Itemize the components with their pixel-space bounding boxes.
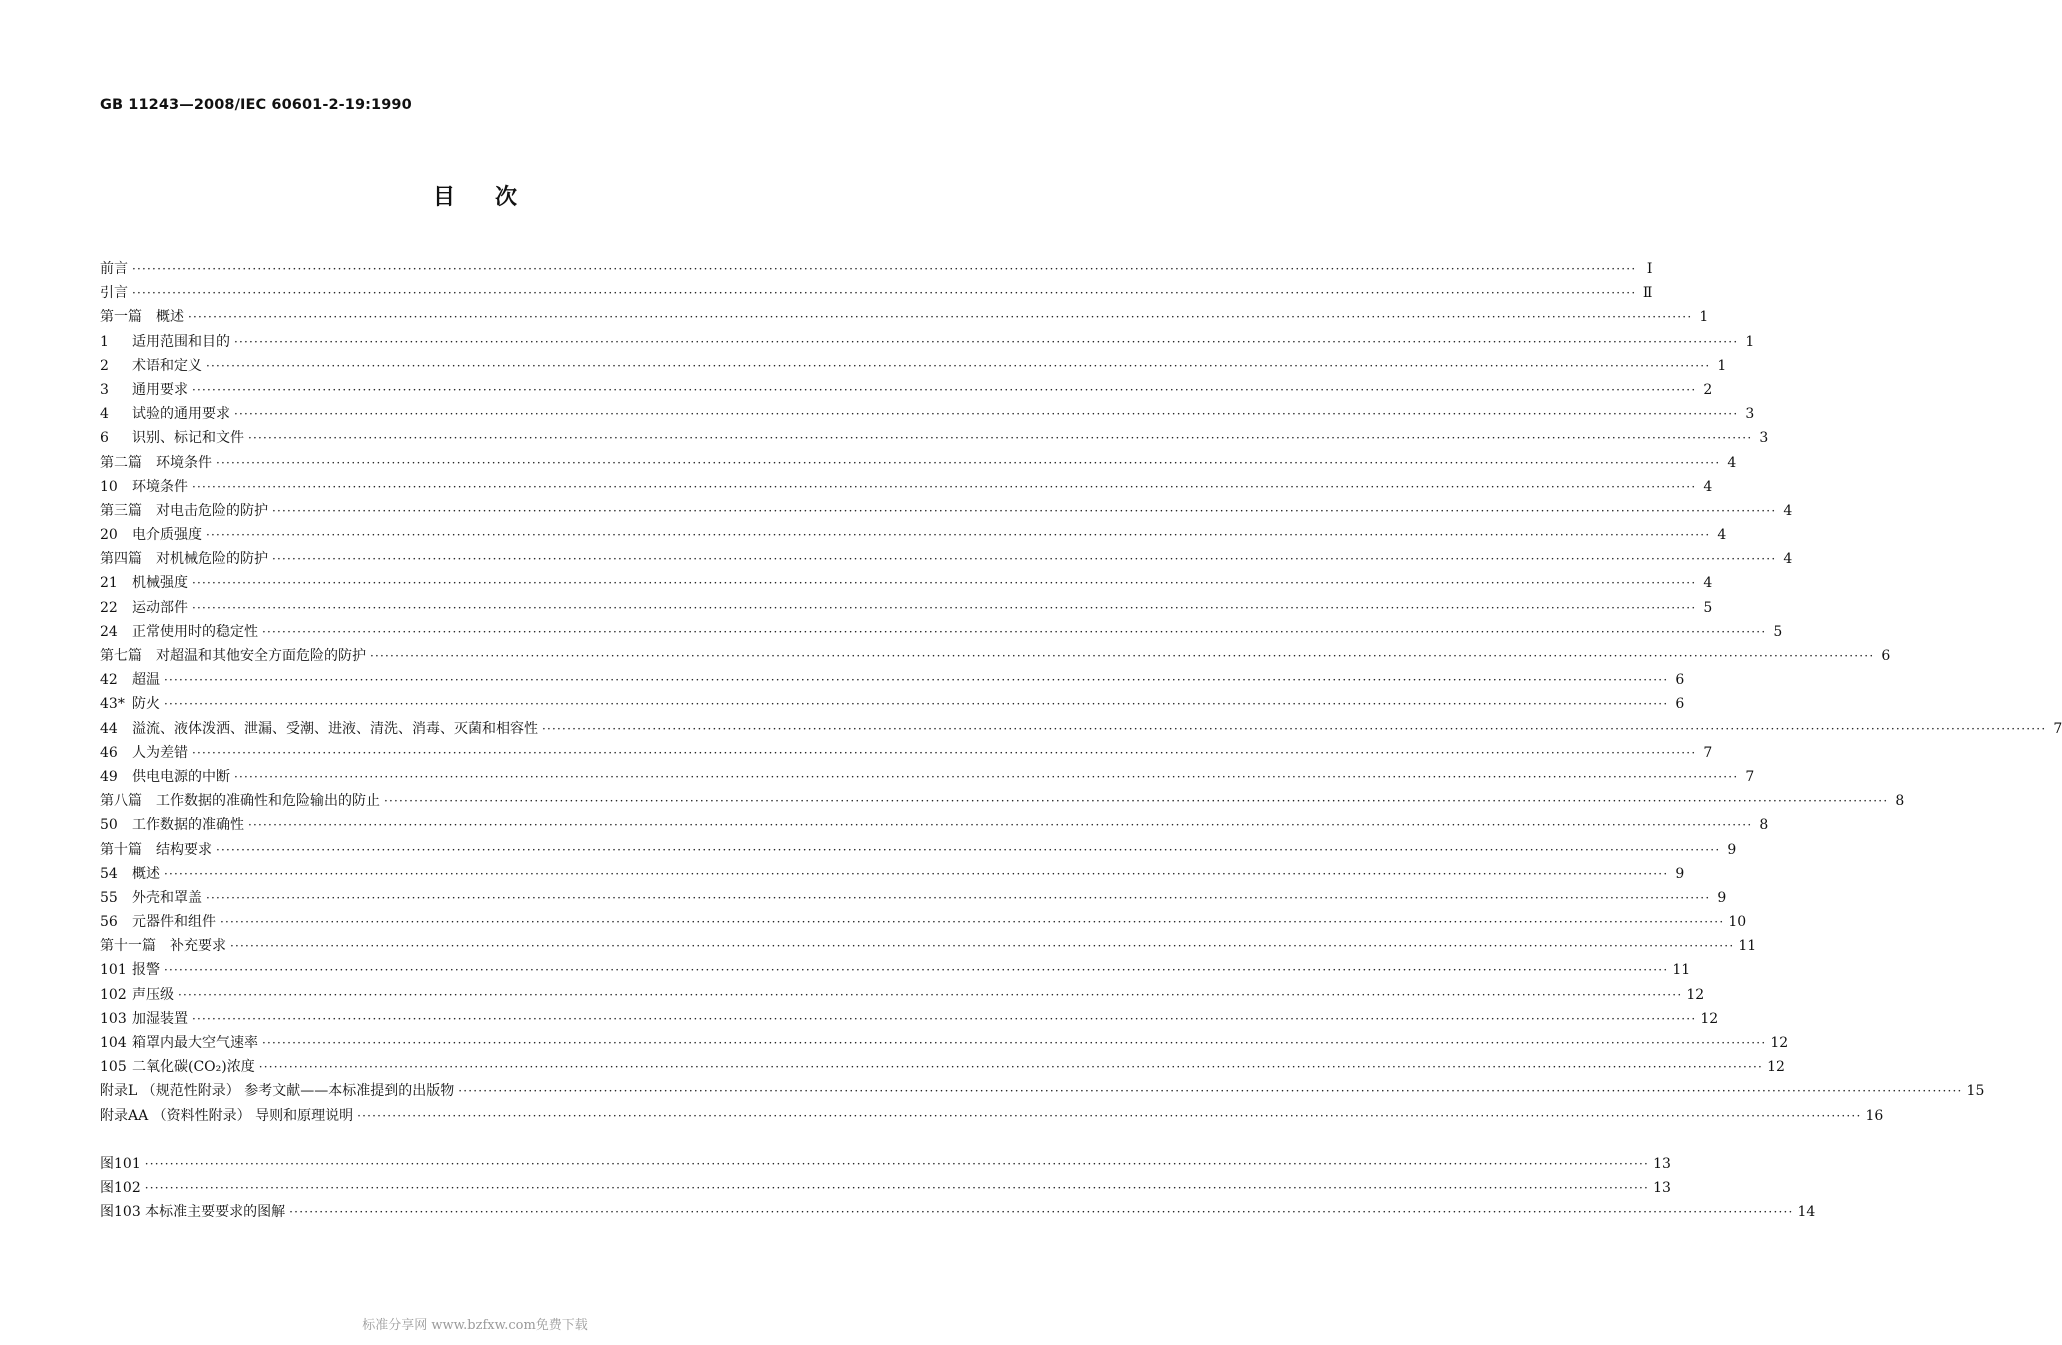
page-number: 5 xyxy=(1703,599,1713,616)
toc-entry-label: 供电电源的中断 xyxy=(132,768,230,785)
page-number: 4 xyxy=(1703,478,1713,495)
dot-leader: ············································································································································································································································································································ xyxy=(542,721,2047,736)
dot-leader: ············································································································································································································································································································ xyxy=(206,358,1711,373)
toc-entry-label: 正常使用时的稳定性 xyxy=(132,623,258,640)
toc-entry-label: 环境条件 xyxy=(132,478,188,495)
page-title: 目次 xyxy=(432,185,557,210)
figure-entry[interactable] xyxy=(100,1176,1671,1200)
figure-entry[interactable] xyxy=(100,1152,1671,1176)
dot-leader: ············································································································································································································································································································ xyxy=(178,987,1683,1002)
dot-leader: ············································································································································································································································································································ xyxy=(384,794,1889,809)
page-number: 1 xyxy=(1745,333,1755,350)
toc-entry[interactable] xyxy=(100,281,1653,305)
toc-entry[interactable] xyxy=(100,717,2062,741)
toc-entry-label: 第七篇 对超温和其他安全方面危险的防护 xyxy=(100,648,366,664)
toc-entry[interactable] xyxy=(100,305,1709,329)
toc-entry[interactable] xyxy=(100,934,1757,958)
dot-leader: ············································································································································································································································································································ xyxy=(188,310,1693,325)
dot-leader: ············································································································································································································································································································ xyxy=(272,552,1777,567)
toc-entry-number: 22 xyxy=(100,599,118,616)
dot-leader: ············································································································································································································································································································ xyxy=(370,649,1875,663)
dot-leader: ············································································································································································································································································································ xyxy=(230,939,1735,954)
toc-entry[interactable] xyxy=(100,1079,1985,1103)
toc-entry[interactable] xyxy=(100,426,1769,450)
toc-entry[interactable] xyxy=(100,547,1793,571)
page-number: 4 xyxy=(1727,454,1737,471)
toc-entry-number: 46 xyxy=(100,744,118,761)
toc-entry-number: 1 xyxy=(100,333,109,350)
page-number: 1 xyxy=(1699,309,1709,326)
toc-entry[interactable] xyxy=(100,330,1755,354)
toc-entry-number: 42 xyxy=(100,672,118,689)
page-number: 3 xyxy=(1745,406,1755,423)
toc-entry-label: 概述 xyxy=(132,865,160,882)
toc-entry-label: 箱罩内最大空气速率 xyxy=(132,1035,258,1051)
toc-entry[interactable] xyxy=(100,499,1793,523)
figure-entry-label: 图101 xyxy=(100,1155,141,1172)
toc-entry[interactable] xyxy=(100,620,1783,644)
toc-entry[interactable] xyxy=(100,983,1705,1007)
page-number: 2 xyxy=(1703,381,1713,398)
toc-entry-label: 识别、标记和文件 xyxy=(132,430,244,447)
toc-entry-number: 2 xyxy=(100,357,109,374)
toc-entry[interactable] xyxy=(100,741,1713,765)
toc-entry-label: 通用要求 xyxy=(132,381,188,398)
toc-entry[interactable] xyxy=(100,668,1685,692)
toc-entry[interactable] xyxy=(100,571,1713,595)
page-number: 7 xyxy=(1703,744,1713,761)
page-number: 12 xyxy=(1770,1035,1789,1051)
toc-entry-label: 第八篇 工作数据的准确性和危险输出的防止 xyxy=(100,793,380,810)
dot-leader: ············································································································································································································································································································ xyxy=(206,528,1711,543)
dot-leader: ············································································································································································································································································································ xyxy=(262,1036,1767,1050)
toc-entry[interactable] xyxy=(100,523,1727,547)
dot-leader: ············································································································································································································································································································ xyxy=(216,455,1721,470)
standard-header: GB 11243—2008/IEC 60601-2-19:1990 xyxy=(100,97,412,113)
toc-entry[interactable] xyxy=(100,838,1737,862)
toc-entry[interactable] xyxy=(100,378,1713,402)
dot-leader: ············································································································································································································································································································ xyxy=(132,286,1637,301)
figure-entry-label: 图102 xyxy=(100,1179,141,1196)
toc-entry-label: 附录AA （资料性附录） 导则和原理说明 xyxy=(100,1107,354,1124)
page-number: 12 xyxy=(1700,1010,1719,1027)
toc-entry[interactable] xyxy=(100,789,1905,813)
dot-leader: ············································································································································································································································································································ xyxy=(458,1084,1963,1099)
toc-entry[interactable] xyxy=(100,451,1737,475)
toc-entry-label: 溢流、液体泼洒、泄漏、受潮、进液、清洗、消毒、灭菌和相容性 xyxy=(132,720,538,737)
page-number: 6 xyxy=(1881,648,1891,664)
toc-entry-label: 术语和定义 xyxy=(132,357,202,374)
dot-leader: ············································································································································································································································································································ xyxy=(206,890,1711,905)
figure-entry-label: 图103 本标准主要要求的图解 xyxy=(100,1204,286,1221)
toc-entry-number: 104 xyxy=(100,1035,127,1051)
toc-entry[interactable] xyxy=(100,354,1727,378)
dot-leader: ············································································································································································································································································································ xyxy=(248,431,1753,446)
page-number: 12 xyxy=(1767,1059,1785,1076)
toc-entry-number: 44 xyxy=(100,720,118,737)
page-number: 11 xyxy=(1738,938,1757,955)
toc-entry-label: 元器件和组件 xyxy=(132,914,216,931)
toc-entry[interactable] xyxy=(100,475,1713,499)
dot-leader: ············································································································································································································································································································ xyxy=(192,745,1697,760)
toc-entry-number: 20 xyxy=(100,527,118,544)
toc-entry-label: 附录L （规范性附录） 参考文献——本标准提到的出版物 xyxy=(100,1083,455,1100)
figure-entry[interactable] xyxy=(100,1200,1816,1224)
watermark-footer: 标准分享网 www.bzfxw.com免费下载 xyxy=(362,1318,588,1333)
toc-entry-label: 加湿装置 xyxy=(132,1010,188,1027)
toc-entry[interactable] xyxy=(100,692,1685,716)
toc-entry-label: 第十一篇 补充要求 xyxy=(100,938,226,955)
dot-leader: ············································································································································································································································································································ xyxy=(248,818,1753,833)
dot-leader: ············································································································································································································································································································ xyxy=(164,866,1669,881)
page-number: Ⅰ xyxy=(1646,261,1653,277)
page-number: 11 xyxy=(1672,962,1691,979)
toc-entry-number: 24 xyxy=(100,623,118,640)
toc-entry-number: 56 xyxy=(100,914,118,931)
dot-leader: ············································································································································································································································································································ xyxy=(220,915,1725,930)
dot-leader: ············································································································································································································································································································ xyxy=(192,576,1697,591)
toc-entry-label: 适用范围和目的 xyxy=(132,333,230,350)
dot-leader: ············································································································································································································································································································ xyxy=(262,624,1767,639)
toc-entry-label: 试验的通用要求 xyxy=(132,406,230,423)
dot-leader: ············································································································································································································································································································ xyxy=(164,673,1669,688)
page-number: 4 xyxy=(1703,575,1713,592)
toc-entry-label: 第一篇 概述 xyxy=(100,309,184,326)
toc-entry-label: 运动部件 xyxy=(132,599,188,616)
page-number: 15 xyxy=(1966,1083,1985,1100)
dot-leader: ············································································································································································································································································································ xyxy=(164,697,1669,712)
toc-entry-number: 3 xyxy=(100,381,109,398)
toc-entry[interactable] xyxy=(100,257,1653,281)
toc-entry-label: 第四篇 对机械危险的防护 xyxy=(100,551,268,568)
page-number: 4 xyxy=(1783,551,1793,568)
dot-leader: ············································································································································································································································································································ xyxy=(289,1205,1794,1220)
toc-entry-number: 21 xyxy=(100,575,118,592)
page-number: 1 xyxy=(1717,357,1727,374)
toc-entry-label: 超温 xyxy=(132,672,160,689)
toc-entry-label: 第三篇 对电击危险的防护 xyxy=(100,502,268,519)
toc-entry-label: 声压级 xyxy=(132,986,174,1003)
page-number: 9 xyxy=(1675,865,1685,882)
page-number: 4 xyxy=(1783,502,1793,519)
page-number: 6 xyxy=(1675,672,1685,689)
toc-entry-label: 工作数据的准确性 xyxy=(132,817,244,834)
toc-entry-label: 人为差错 xyxy=(132,744,188,761)
toc-entry-number: 10 xyxy=(100,478,118,495)
page-number: 4 xyxy=(1717,527,1727,544)
toc-entry[interactable] xyxy=(100,596,1713,620)
dot-leader: ············································································································································································································································································································ xyxy=(234,334,1739,349)
page-number: 10 xyxy=(1728,914,1747,931)
page-number: 3 xyxy=(1759,430,1769,447)
toc-entry[interactable] xyxy=(100,644,1891,668)
toc-entry-number: 102 xyxy=(100,986,127,1003)
toc-entry-number: 54 xyxy=(100,865,118,882)
page-number: 7 xyxy=(1745,768,1755,785)
toc-entry[interactable] xyxy=(100,1055,1785,1079)
toc-entry-number: 43* xyxy=(100,696,125,713)
toc-entry-number: 50 xyxy=(100,817,118,834)
dot-leader: ············································································································································································································································································································ xyxy=(192,479,1697,494)
toc-entry-number: 101 xyxy=(100,962,127,979)
page-number: Ⅱ xyxy=(1642,285,1653,302)
page-number: 8 xyxy=(1759,817,1769,834)
toc-entry[interactable] xyxy=(100,862,1685,886)
toc-entry-number: 6 xyxy=(100,430,109,447)
section-gap xyxy=(100,1128,839,1152)
dot-leader: ············································································································································································································································································································ xyxy=(192,1011,1697,1026)
toc-entry[interactable] xyxy=(100,958,1691,982)
toc-entry-number: 103 xyxy=(100,1010,127,1027)
toc-entry[interactable] xyxy=(100,1104,1884,1128)
toc-entry-number: 105 xyxy=(100,1059,127,1076)
dot-leader: ············································································································································································································································································································ xyxy=(216,842,1721,857)
page-number: 13 xyxy=(1653,1155,1671,1172)
toc-entry[interactable] xyxy=(100,1007,1719,1031)
dot-leader: ············································································································································································································································································································ xyxy=(357,1108,1862,1123)
toc-entry-label: 报警 xyxy=(132,962,160,979)
page-number: 7 xyxy=(2053,720,2062,737)
dot-leader: ············································································································································································································································································································ xyxy=(192,382,1697,397)
toc-entry-number: 4 xyxy=(100,406,109,423)
dot-leader: ············································································································································································································································································································ xyxy=(234,407,1739,422)
page-number: 6 xyxy=(1675,696,1685,713)
toc-entry-label: 外壳和罩盖 xyxy=(132,889,202,906)
toc-entry[interactable] xyxy=(100,813,1769,837)
page-number: 9 xyxy=(1727,841,1737,858)
dot-leader: ············································································································································································································································································································ xyxy=(132,262,1637,276)
toc-entry-number: 49 xyxy=(100,768,118,785)
toc-entry[interactable] xyxy=(100,910,1747,934)
page-number: 5 xyxy=(1773,623,1783,640)
toc-entry[interactable] xyxy=(100,1031,1789,1055)
table-of-contents xyxy=(100,257,2062,1224)
toc-entry-label: 机械强度 xyxy=(132,575,188,592)
toc-entry-label: 防火 xyxy=(132,696,160,713)
dot-leader: ············································································································································································································································································································ xyxy=(164,963,1669,978)
toc-entry[interactable] xyxy=(100,886,1727,910)
page-number: 13 xyxy=(1653,1179,1671,1196)
dot-leader: ············································································································································································································································································································ xyxy=(144,1180,1650,1195)
toc-entry-label: 二氧化碳(CO₂)浓度 xyxy=(132,1059,255,1076)
toc-entry-label: 前言 xyxy=(100,261,128,277)
dot-leader: ············································································································································································································································································································ xyxy=(144,1156,1650,1171)
page-number: 12 xyxy=(1686,986,1705,1003)
page-number: 9 xyxy=(1717,889,1727,906)
page-number: 8 xyxy=(1895,793,1905,810)
dot-leader: ············································································································································································································································································································ xyxy=(234,769,1739,784)
toc-entry-label: 第十篇 结构要求 xyxy=(100,841,212,858)
toc-entry-number: 55 xyxy=(100,889,118,906)
toc-entry[interactable] xyxy=(100,765,1755,789)
toc-entry-label: 引言 xyxy=(100,285,128,302)
page-number: 14 xyxy=(1797,1204,1816,1221)
dot-leader: ············································································································································································································································································································ xyxy=(272,503,1777,518)
page-number: 16 xyxy=(1865,1107,1884,1124)
toc-entry-label: 电介质强度 xyxy=(132,527,202,544)
toc-entry[interactable] xyxy=(100,402,1755,426)
toc-entry-label: 第二篇 环境条件 xyxy=(100,454,212,471)
dot-leader: ············································································································································································································································································································ xyxy=(192,600,1697,615)
dot-leader: ············································································································································································································································································································ xyxy=(258,1060,1764,1075)
